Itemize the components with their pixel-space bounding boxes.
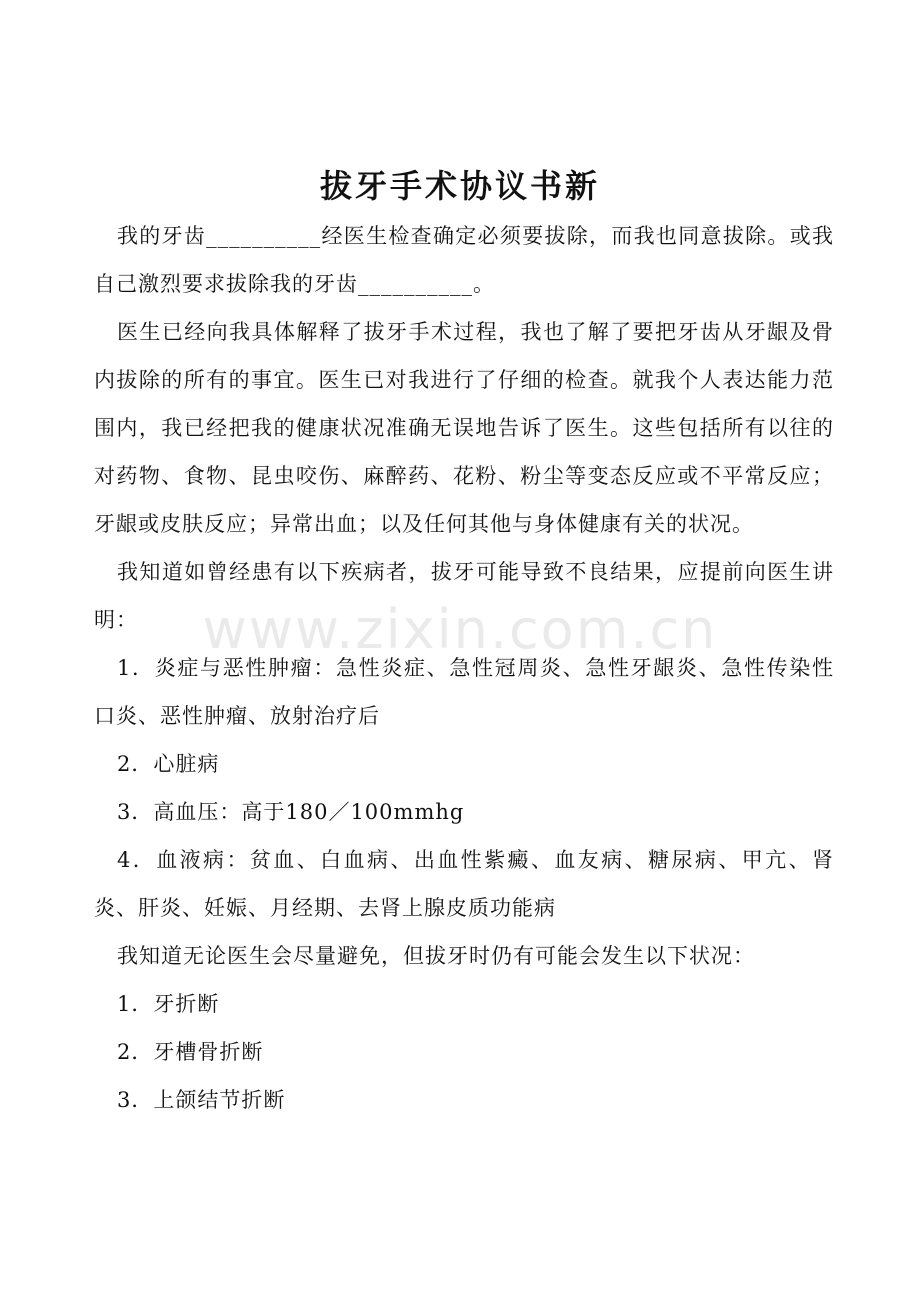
paragraph-disease-notice: 我知道如曾经患有以下疾病者，拔牙可能导致不良结果，应提前向医生讲明： <box>94 560 834 632</box>
list-item-hypertension: 3．高血压：高于180／100mmhg <box>117 800 465 824</box>
watermark: www.zixin.com.cn <box>202 598 718 661</box>
document-body <box>94 212 834 1124</box>
list-item-inflammation-tumor: 1．炎症与恶性肿瘤：急性炎症、急性冠周炎、急性牙龈炎、急性传染性口炎、恶性肿瘤、放射治疗后 <box>94 656 834 728</box>
list-item-maxillary-fracture: 3．上颌结节折断 <box>117 1088 286 1112</box>
list-item-alveolar-fracture: 2．牙槽骨折断 <box>117 1040 264 1064</box>
paragraph-tooth-consent: 我的牙齿__________经医生检查确定必须要拔除，而我也同意拔除。或我自己激烈要求拔除我的牙齿__________。 <box>94 224 834 296</box>
list-item-tooth-fracture: 1．牙折断 <box>117 992 220 1016</box>
paragraph-doctor-explanation: 医生已经向我具体解释了拔牙手术过程，我也了解了要把牙齿从牙龈及骨内拔除的所有的事宜。医生已对我进行了仔细的检查。就我个人表达能力范围内，我已经把我的健康状况准确无误地告诉了医生。这些包括所有以往的对药物、食物、昆虫咬伤、麻醉药、花粉、粉尘等变态反应或不平常反应；牙龈或皮肤反应；异常出血；以及任何其他与身体健康有关的状况。 <box>94 320 834 536</box>
list-item-heart-disease: 2．心脏病 <box>117 752 220 776</box>
document-title: 拔牙手术协议书新 <box>319 167 600 205</box>
list-item-blood-disease: 4．血液病：贫血、白血病、出血性紫癜、血友病、糖尿病、甲亢、肾炎、肝炎、妊娠、月经期、去肾上腺皮质功能病 <box>94 848 834 920</box>
paragraph-risk-notice: 我知道无论医生会尽量避免，但拔牙时仍有可能会发生以下状况： <box>117 944 755 968</box>
